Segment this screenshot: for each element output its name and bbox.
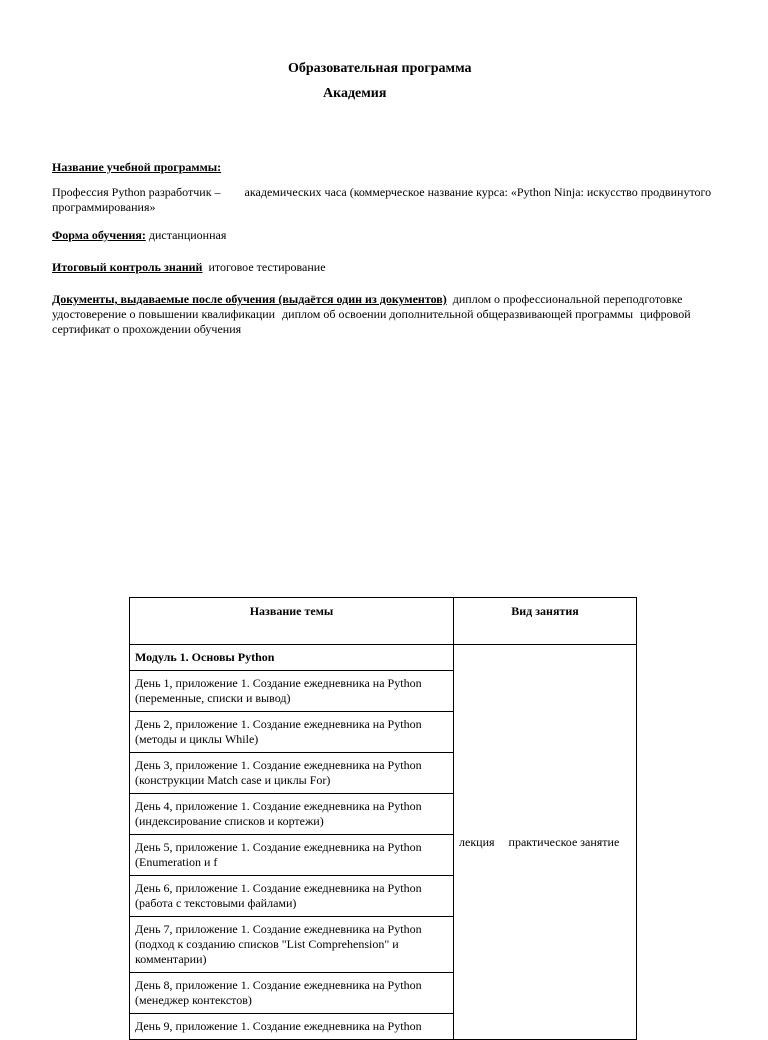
schedule-table (129, 597, 637, 1040)
module-title: Модуль 1. Основы Python (130, 645, 454, 671)
study-form-value: дистанционная (148, 228, 227, 242)
header-topic: Название темы (130, 598, 454, 645)
document-title: Образовательная программа (288, 61, 472, 76)
program-description (52, 185, 712, 215)
document-subtitle: Академия (323, 86, 387, 101)
documents-section (52, 292, 712, 337)
header-type: Вид занятия (454, 598, 637, 645)
table-cell-topic: День 8, приложение 1. Создание ежедневника на Python (менеджер контекстов) (130, 973, 454, 1014)
study-form-label: Форма обучения: (52, 228, 146, 242)
program-name-section (52, 160, 712, 175)
table-cell-topic: День 6, приложение 1. Создание ежедневника на Python (работа с текстовыми файлами) (130, 876, 454, 917)
table-cell-topic: День 1, приложение 1. Создание ежедневника на Python (переменные, списки и вывод) (130, 671, 454, 712)
table-header-row (130, 598, 637, 645)
final-control-label: Итоговый контроль знаний (52, 260, 203, 274)
lesson-type-cell (454, 645, 637, 1040)
table-cell-topic: День 4, приложение 1. Создание ежедневника на Python (индексирование списков и кортежи) (130, 794, 454, 835)
table-cell-topic: День 5, приложение 1. Создание ежедневника на Python (Enumeration и f (130, 835, 454, 876)
documents-label: Документы, выдаваемые после обучения (выдаётся один из документов) (52, 292, 447, 306)
table-cell-topic: День 3, приложение 1. Создание ежедневника на Python (конструкции Match case и циклы For) (130, 753, 454, 794)
document-item: цифровой сертификат о прохождении обучения (52, 307, 691, 336)
module-row (130, 645, 637, 671)
program-name-label: Название учебной программы: (52, 160, 222, 174)
document-item: диплом о профессиональной переподготовке (452, 292, 683, 306)
table-cell-topic: День 2, приложение 1. Создание ежедневника на Python (методы и циклы While) (130, 712, 454, 753)
program-description-part2: академических часа (коммерческое название курса: «Python Ninja: искусство продвинутого программирования» (52, 185, 712, 214)
study-form-section (52, 228, 712, 243)
lesson-type-practice: практическое занятие (508, 834, 620, 849)
table-cell-topic: День 9, приложение 1. Создание ежедневника на Python (130, 1014, 454, 1040)
document-item: диплом об освоении дополнительной общеразвивающей программы (282, 307, 634, 321)
final-control-section (52, 260, 712, 275)
document-item: удостоверение о повышении квалификации (52, 307, 276, 321)
table-cell-topic: День 7, приложение 1. Создание ежедневника на Python (подход к созданию списков "List Comprehension" и комментарии) (130, 917, 454, 973)
program-description-part1: Профессия Python разработчик – (52, 185, 221, 199)
lesson-type-lecture: лекция (459, 834, 495, 849)
final-control-value: итоговое тестирование (208, 260, 326, 274)
